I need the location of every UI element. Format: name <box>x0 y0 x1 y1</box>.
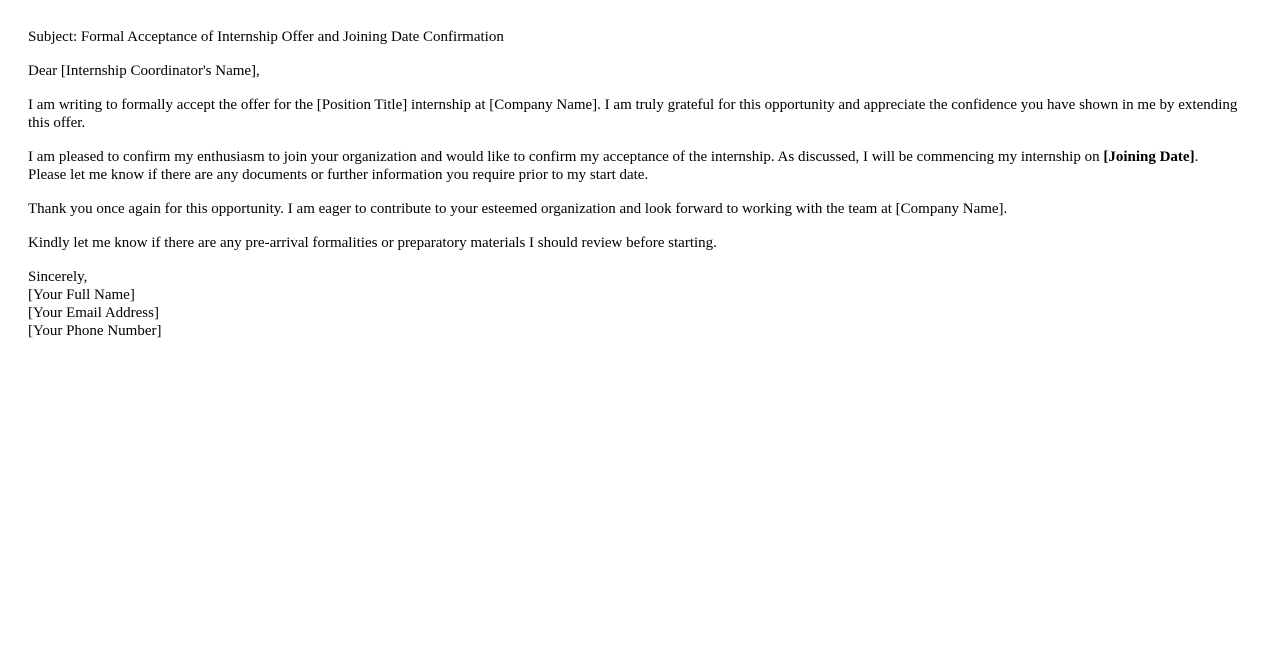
paragraph-acceptance: I am writing to formally accept the offer for the [Position Title] internship at [Company Name]. I am truly grateful for this opportunity and appreciate the confidence you have shown in me by extending this offer. <box>28 97 1238 131</box>
paragraph-joining-date-text-start: I am pleased to confirm my enthusiasm to join your organization and would like to confirm my acceptance of the internship. As discussed, I will be commencing my internship on <box>28 149 1104 165</box>
paragraph-joining-date <box>28 148 1240 184</box>
letter-body <box>28 28 1240 340</box>
signature-email: [Your Email Address] <box>28 305 159 321</box>
greeting-line: Dear [Internship Coordinator's Name], <box>28 63 260 79</box>
signature-name: [Your Full Name] <box>28 287 135 303</box>
paragraph-thanks: Thank you once again for this opportunity. I am eager to contribute to your esteemed organization and look forward to working with the team at [Company Name]. <box>28 201 1008 217</box>
paragraph-formalities: Kindly let me know if there are any pre-arrival formalities or preparatory materials I should review before starting. <box>28 235 717 251</box>
signature-phone: [Your Phone Number] <box>28 323 162 339</box>
subject-line: Subject: Formal Acceptance of Internship Offer and Joining Date Confirmation <box>28 29 504 45</box>
signature-block <box>28 268 1240 340</box>
joining-date-placeholder: [Joining Date] <box>1103 149 1195 165</box>
signature-closing: Sincerely, <box>28 269 88 285</box>
paragraph-joining-date-text-end: . Please let me know if there are any documents or further information you require prior to my start date. <box>28 149 1199 183</box>
